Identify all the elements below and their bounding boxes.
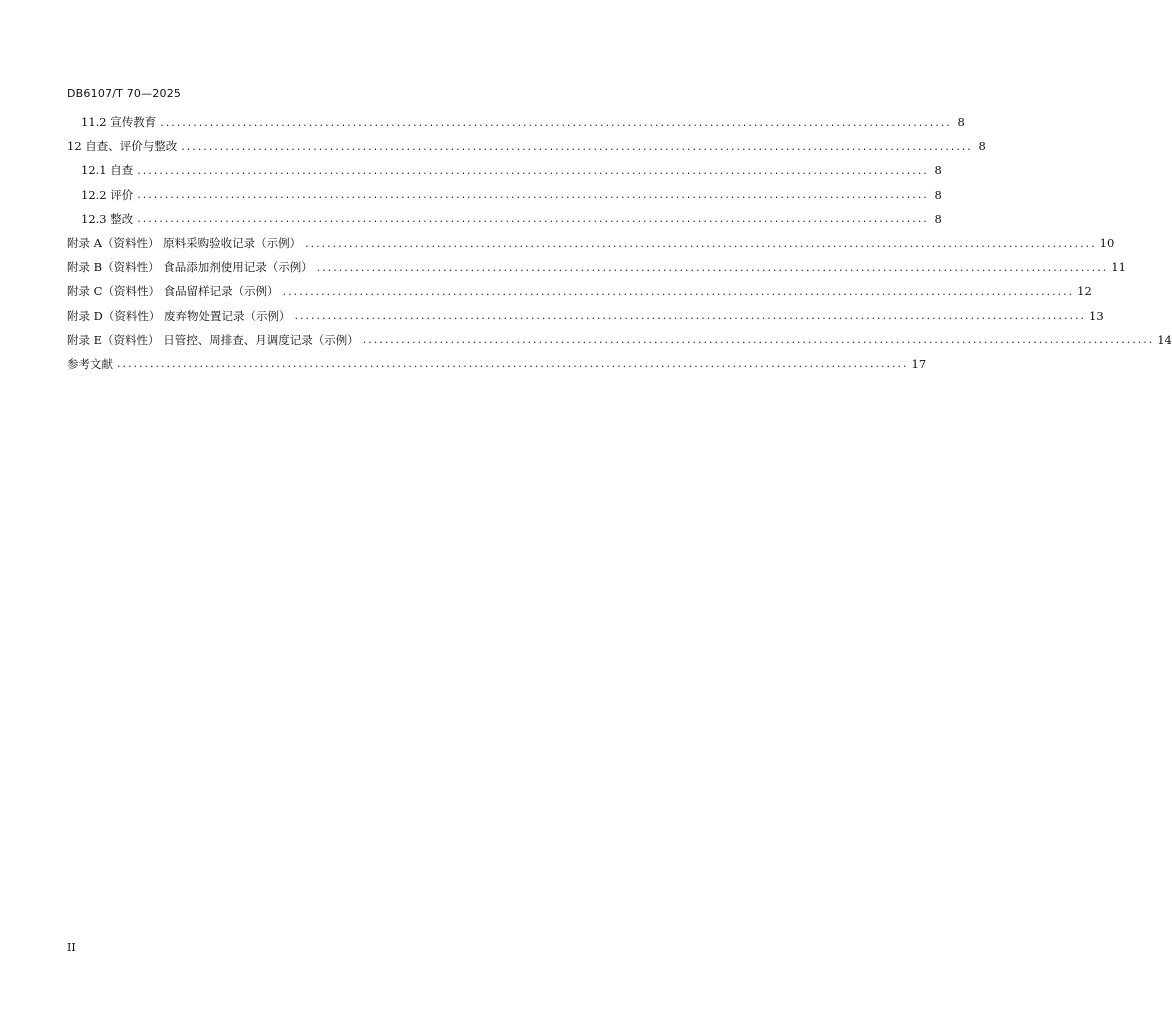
toc-entry[interactable]: [67, 279, 1092, 303]
toc-entry[interactable]: [67, 207, 942, 231]
page-number: II: [67, 941, 76, 954]
table-of-contents: [67, 110, 1172, 376]
toc-entry-label: 附录 C（资料性） 食品留样记录（示例）: [67, 284, 279, 299]
dot-leader: ................................................................................................................................................: [137, 163, 929, 177]
toc-entry[interactable]: [67, 134, 986, 158]
dot-leader: ................................................................................................................................................: [282, 284, 1075, 298]
toc-entry-label: 11.2 宣传教育: [81, 115, 157, 130]
toc-entry-page: 8: [934, 163, 942, 178]
dot-leader: ................................................................................................................................................: [137, 188, 929, 202]
toc-entry-page: 8: [934, 187, 942, 202]
toc-entry-label: 12.3 整改: [81, 211, 134, 226]
toc-entry-label: 附录 A（资料性） 原料采购验收记录（示例）: [67, 236, 302, 251]
toc-entry-label: 12 自查、评价与整改: [67, 139, 178, 154]
toc-entry[interactable]: [67, 231, 1115, 255]
toc-entry-page: 11: [1111, 260, 1126, 275]
toc-entry-page: 10: [1099, 236, 1115, 251]
toc-entry-page: 12: [1077, 284, 1092, 299]
toc-entry-label: 附录 E（资料性） 日管控、周排查、月调度记录（示例）: [67, 332, 359, 347]
toc-entry-page: 14: [1157, 332, 1172, 347]
toc-entry-page: 8: [934, 211, 942, 226]
document-code: DB6107/T 70—2025: [67, 87, 182, 100]
toc-entry-page: 8: [978, 139, 986, 154]
dot-leader: ................................................................................................................................................: [181, 139, 973, 153]
toc-entry[interactable]: [67, 328, 1172, 352]
toc-entry[interactable]: [67, 158, 942, 182]
toc-entry-label: 附录 B（资料性） 食品添加剂使用记录（示例）: [67, 260, 313, 275]
toc-entry[interactable]: [67, 110, 965, 134]
toc-entry[interactable]: [67, 352, 927, 376]
dot-leader: ................................................................................................................................................: [316, 260, 1109, 274]
toc-entry-page: 13: [1089, 308, 1104, 323]
toc-entry-label: 附录 D（资料性） 废弃物处置记录（示例）: [67, 308, 291, 323]
dot-leader: ................................................................................................................................................: [294, 309, 1087, 323]
dot-leader: ................................................................................................................................................: [117, 357, 909, 371]
toc-entry[interactable]: [67, 255, 1126, 279]
dot-leader: ................................................................................................................................................: [362, 333, 1155, 347]
toc-entry[interactable]: [67, 304, 1104, 328]
toc-entry-page: 8: [957, 115, 965, 130]
dot-leader: ................................................................................................................................................: [160, 115, 952, 129]
dot-leader: ................................................................................................................................................: [305, 236, 1097, 250]
toc-entry-label: 参考文献: [67, 356, 113, 371]
toc-entry-page: 17: [911, 356, 927, 371]
toc-entry-label: 12.2 评价: [81, 187, 134, 202]
dot-leader: ................................................................................................................................................: [137, 212, 929, 226]
toc-entry[interactable]: [67, 183, 942, 207]
toc-entry-label: 12.1 自查: [81, 163, 134, 178]
